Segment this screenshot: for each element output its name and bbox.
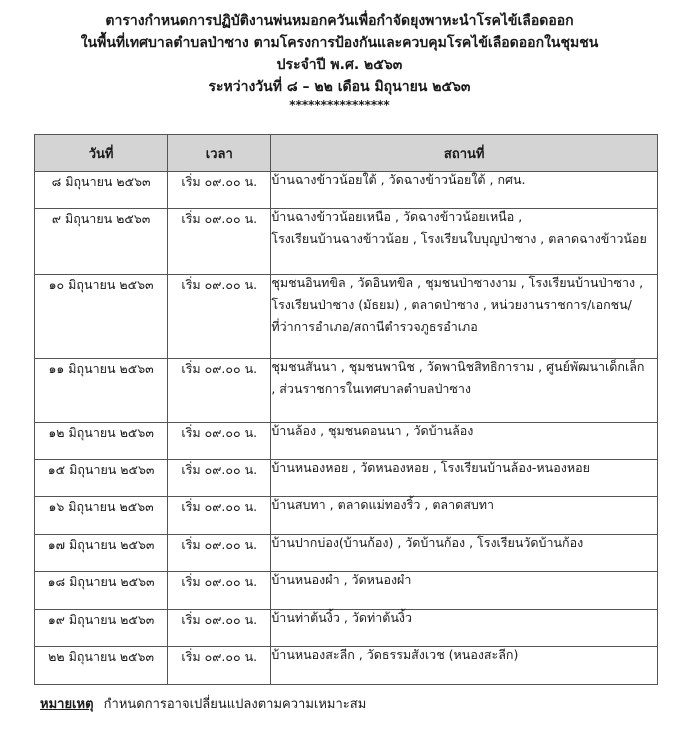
row-time: เริ่ม ๐๙.๐๐ น. (168, 209, 271, 275)
row-date: ๑๙ มิถุนายน ๒๕๖๓ (35, 610, 168, 647)
row-time: เริ่ม ๐๙.๐๐ น. (168, 460, 271, 497)
column-header-date: วันที่ (35, 135, 168, 172)
row-place (271, 275, 658, 359)
place-line: บ้านหนองผำ , วัดหนองผำ (271, 572, 412, 587)
column-header-place: สถานที่ (271, 135, 658, 172)
schedule-table (34, 134, 658, 685)
title-line-3: ประจำปี พ.ศ. ๒๕๖๓ (276, 57, 403, 73)
row-date: ๑๖ มิถุนายน ๒๕๖๓ (35, 497, 168, 535)
place-line: บ้านฉางข้าวน้อยเหนือ , วัดฉางข้าวน้อยเหนือ , (271, 209, 523, 224)
row-date: ๑๒ มิถุนายน ๒๕๖๓ (35, 423, 168, 460)
table-row (35, 359, 658, 423)
row-date: ๑๐ มิถุนายน ๒๕๖๓ (35, 275, 168, 359)
title-line-4: ระหว่างวันที่ ๘ – ๒๒ เดือน มิถุนายน ๒๕๖๓ (208, 79, 471, 95)
place-line: บ้านหนองสะลีก , วัดธรรมสังเวช (หนองสะลีก) (271, 647, 519, 662)
divider-stars: **************** (289, 98, 390, 112)
footnote-text: กำหนดการอาจเปลี่ยนแปลงตามความเหมาะสม (103, 697, 367, 712)
row-place (271, 359, 658, 423)
table-row (35, 647, 658, 685)
place-line: โรงเรียนป่าซาง (มัธยม) , ตลาดป่าซาง , หน่วยงานราชการ/เอกชน/ (271, 297, 632, 312)
place-line: บ้านหนองหอย , วัดหนองหอย , โรงเรียนบ้านล้อง-หนองหอย (271, 460, 590, 475)
document-header (0, 10, 679, 112)
place-line: โรงเรียนบ้านฉางข้าวน้อย , โรงเรียนใบบุญป่าซาง , ตลาดฉางข้าวน้อย (271, 231, 647, 246)
row-time: เริ่ม ๐๙.๐๐ น. (168, 610, 271, 647)
footnote (40, 693, 366, 714)
place-line: , ส่วนราชการในเทศบาลตำบลป่าซาง (271, 381, 472, 396)
row-time: เริ่ม ๐๙.๐๐ น. (168, 423, 271, 460)
row-date: ๑๘ มิถุนายน ๒๕๖๓ (35, 572, 168, 610)
row-time: เริ่ม ๐๙.๐๐ น. (168, 172, 271, 209)
row-time: เริ่ม ๐๙.๐๐ น. (168, 572, 271, 610)
place-line: บ้านปากบ่อง(บ้านก้อง) , วัดบ้านก้อง , โรงเรียนวัดบ้านก้อง (271, 535, 584, 550)
row-date: ๒๒ มิถุนายน ๒๕๖๓ (35, 647, 168, 685)
row-place (271, 647, 658, 685)
row-time: เริ่ม ๐๙.๐๐ น. (168, 497, 271, 535)
table-row (35, 275, 658, 359)
row-place (271, 209, 658, 275)
row-date: ๘ มิถุนายน ๒๕๖๓ (35, 172, 168, 209)
place-line: ชุมชนอินทขิล , วัดอินทขิล , ชุมชนป่าซางงาม , โรงเรียนบ้านป่าซาง , (271, 275, 644, 290)
row-date: ๑๑ มิถุนายน ๒๕๖๓ (35, 359, 168, 423)
row-time: เริ่ม ๐๙.๐๐ น. (168, 535, 271, 572)
place-line: ชุมชนสันนา , ชุมชนพานิช , วัดพานิชสิทธิการาม , ศูนย์พัฒนาเด็กเล็ก (271, 359, 645, 374)
row-date: ๙ มิถุนายน ๒๕๖๓ (35, 209, 168, 275)
title-line-2: ในพื้นที่เทศบาลตำบลป่าซาง ตามโครงการป้องกันและควบคุมโรคไข้เลือดออกในชุมชน (80, 35, 599, 51)
place-line: บ้านฉางข้าวน้อยใต้ , วัดฉางข้าวน้อยใต้ , กศน. (271, 172, 526, 187)
row-date: ๑๕ มิถุนายน ๒๕๖๓ (35, 460, 168, 497)
row-time: เริ่ม ๐๙.๐๐ น. (168, 359, 271, 423)
place-line: บ้านท่าต้นงิ้ว , วัดท่าต้นงิ้ว (271, 610, 413, 625)
place-line: ที่ว่าการอำเภอ/สถานีตำรวจภูธรอำเภอ (271, 319, 478, 334)
table-row (35, 209, 658, 275)
column-header-time: เวลา (168, 135, 271, 172)
place-line: บ้านสบทา , ตลาดแม่ทองริ้ว , ตลาดสบทา (271, 497, 495, 512)
footnote-label: หมายเหตุ (40, 697, 94, 712)
row-time: เริ่ม ๐๙.๐๐ น. (168, 647, 271, 685)
title-line-1: ตารางกำหนดการปฏิบัติงานพ่นหมอกควันเพื่อกำจัดยุงพาหะนำโรคไข้เลือดออก (105, 13, 574, 29)
place-line: บ้านล้อง , ชุมชนดอนนา , วัดบ้านล้อง (271, 423, 474, 438)
row-date: ๑๗ มิถุนายน ๒๕๖๓ (35, 535, 168, 572)
row-time: เริ่ม ๐๙.๐๐ น. (168, 275, 271, 359)
